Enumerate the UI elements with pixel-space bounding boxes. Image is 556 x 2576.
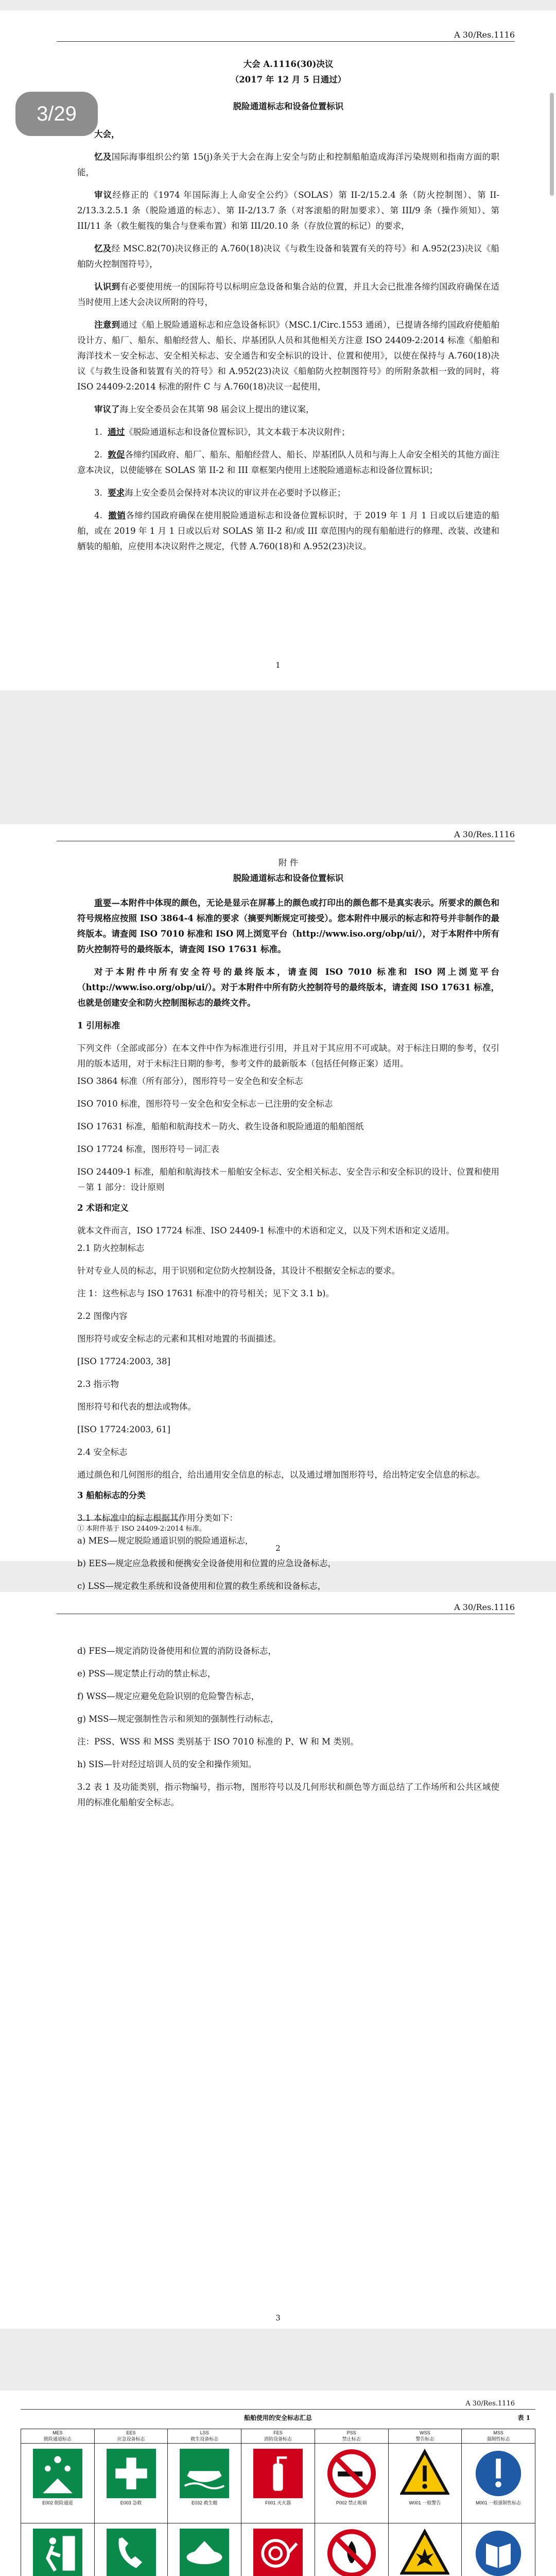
page-header: A 30/Res.1116 [454,1602,515,1612]
term-line: [ISO 17724:2003, 61] [77,1425,170,1434]
column-header: LSS 救生设备标志 [168,2429,241,2444]
sign-cell: P002 禁止吸烟 [315,2444,388,2523]
class-line: b) EES—规定应急救援和便携安全设备使用和位置的应急设备标志， [77,1558,337,1568]
sign-cell: E003 急救 [94,2444,168,2523]
resolution-subtitle: 脱险通道标志和设备位置标识 [233,101,344,111]
sign-cell: F001 灭火器 [241,2444,315,2523]
page-number: 3 [275,2313,281,2323]
operative-paras [77,425,499,554]
class-line: 3.1 本标准中的标志根据其作用分类如下： [77,1513,238,1523]
operative-para: 1. 通过《脱险通道标志和设备位置标识》，其文本载于本决议附件； [94,427,350,437]
footnote: ① 本附件基于 ISO 24409-2:2014 标准。 [77,1525,206,1533]
document-page-2 [0,824,556,1591]
general-warning-icon [400,2449,449,2498]
adoption-date: （2017 年 12 月 5 日通过） [230,75,346,84]
term-line: 图形符号或安全标志的元素和其相对地置的书面描述。 [77,1334,281,1344]
preamble-para: 注意到通过《船上脱险通道标志和应急设备标识》（MSC.1/Circ.1553 通函），已提请各缔约国政府使船舶设计方、船厂、船东、船舶经营人、船长、岸基团队人员和其他相关方注意 ISO 24409-2:2014 标准《船舶和海洋技术－安全标志、安全相关标志、安全通告和安全标识的设计、位置和使用》，以使在保持与 A.760(18)决议《与救生设备和装置有关的符号》和 A.952(23)决议《船舶防火控制图符号》的所附条款相一致的同时，将 ISO 24409-2:2014 标准的附件 C 与 A.760(18)决议一起使用， [77,320,499,392]
table-row [21,2523,535,2576]
sign-cell: E002 脱险通道 [21,2444,95,2523]
fire-extinguisher-icon [253,2449,303,2498]
term-line: 2.3 指示物 [77,1379,119,1389]
term-line: 针对专业人员的标志，用于识别和定位防火控制设备，其设计不根据安全标志的要求。 [77,1266,400,1276]
preamble-para: 认识到有必要使用统一的国际符号以标明应急设备和集合站的位置，并且大会已批准各缔约国政府确保在适当时使用上述大会决议所附的符号， [77,282,499,307]
page-header: A 30/Res.1116 [454,30,515,40]
sign-cell [241,2523,315,2576]
safety-signs-table [21,2429,535,2576]
table-row [21,2444,535,2523]
ref-item: ISO 24409-1 标准，船舶和航海技术－船舶安全标志、安全相关标志、安全告示和安全标识的设计、位置和使用－第 1 部分：设计原则 [77,1167,499,1192]
header-rule [57,41,515,42]
preamble-para: 忆及经 MSC.82(70)决议修正的 A.760(18)决议《与救生设备和装置有关的符号》和 A.952(23)决议《船舶防火控制图符号》， [77,244,499,269]
note-line: 注：PSS、WSS 和 MSS 类别基于 ISO 7010 标准的 P、W 和 M 类别。 [77,1737,359,1747]
sign-cell [94,2523,168,2576]
table-number: 表 1 [517,2414,530,2421]
sign-cell [21,2523,95,2576]
section-1-title: 1 引用标准 [77,1021,120,1030]
annex-label: 附 件 [278,858,299,868]
lifeboat-icon [180,2449,229,2498]
class-line: h) SIS—针对经过培训人员的安全和操作须知。 [77,1759,257,1769]
term-line: 2.1 防火控制标志 [77,1243,145,1253]
sign-cell [315,2523,388,2576]
operative-para: 3. 要求海上安全委员会保持对本决议的审议并在必要时予以修正； [94,488,346,498]
document-page-3 [0,1592,556,2329]
read-manual-icon [474,2529,523,2576]
term-line: 2.4 安全标志 [77,1447,128,1457]
important-note: 重要—本附件中体现的颜色，无论是显示在屏幕上的颜色或打印出的颜色都不是真实表示。所要求的颜色和符号规格应按照 ISO 3864-4 标准的要求（摘要判断规定可接受）。您本附件中展示的标志和符号并非制作的最终版本。请查阅 ISO 7010 标准和 ISO 网上浏览平台（http://www.iso.org/obp/ui/），对于本附件中所有防火控制符号的最终版本，请查阅 ISO 17631 标准。 [77,898,499,954]
sign-cell [462,2523,535,2576]
term-line: 注 1：这些标志与 ISO 17631 标准中的符号相关；见下文 3.1 b)。 [77,1289,335,1298]
section-1-intro: 下列文件（全部或部分）在本文件中作为标准进行引用，并且对于其应用不可或缺。对于标注日期的参考，仅引用的版本适用，对于未标注日期的参考，参考文件的最新版本（包括任何修正案）适用。 [77,1043,499,1069]
class-line: g) MSS—规定强制性告示和须知的强制性行动标志， [77,1714,279,1724]
resolution-title: 大会 A.1116(30)决议 [243,59,334,69]
table-title: 船舶使用的安全标志汇总 [244,2414,312,2421]
column-header: PSS 禁止标志 [315,2429,388,2444]
annex-title: 脱险通道标志和设备位置标识 [233,873,344,883]
class-line: d) FES—规定消防设备使用和位置的消防设备标志， [77,1646,277,1656]
class-line: a) MES—规定脱险通道识别的脱险通道标志， [77,1536,254,1546]
term-line: 通过颜色和几何图形的组合，给出通用安全信息的标志，以及通过增加图形符号，给出特定安全信息的标志。 [77,1470,485,1480]
term-line: 2.2 图像内容 [77,1311,128,1321]
sign-cell: M001 一般强制性标志 [462,2444,535,2523]
term-line: 图形符号和代表的想法或物体。 [77,1402,196,1412]
class-line: f) WSS—规定应避免危险识别的危险警告标志， [77,1691,260,1701]
page1-body [77,57,499,562]
preamble-para: 审议了海上安全委员会在其第 98 届会议上提出的建议案， [94,404,315,414]
term-line: [ISO 17724:2003, 38] [77,1357,170,1366]
ref-item: ISO 17724 标准，图形符号－词汇表 [77,1144,219,1154]
page-header: A 30/Res.1116 [454,829,515,839]
class-line: e) PSS—规定禁止行动的禁止标志， [77,1669,216,1679]
operative-para: 2. 敦促各缔约国政府、船厂、船东、船舶经营人、船长、岸基团队人员和与海上人命安全相关的其他方面注意本决议，以使能够在 SOLAS 第 II-2 和 III 章框架内使用上述脱险通道标志和设备位置标识； [77,450,500,475]
explosive-icon [400,2529,449,2576]
class-line: c) LSS—规定救生系统和设备使用和位置的救生系统和设备标志， [77,1581,326,1591]
first-aid-icon [107,2449,156,2498]
column-header: EES 应急设备标志 [94,2429,168,2444]
preamble-para: 审议经修正的《1974 年国际海上人命安全公约》（SOLAS）第 II-2/15.2.4 条（防火控制图）、第 II-2/13.3.2.5.1 条（脱险通道的标志）、第 II-2/13.7 条（对客滚船的附加要求）、第 III/9 条（操作须知）、第 III/11 条（救生艇筏的集合与登乘布置）和第 III/20.10 条（存放位置的标记）的要求， [77,190,499,231]
sign-cell: W001 一般警告 [388,2444,462,2523]
header-rule [21,2409,535,2410]
sign-cell: E032 救生艇 [168,2444,241,2523]
operative-para: 4. 撤销各缔约国政府确保在使用脱险通道标志和设备位置标识时，于 2019 年 1 月 1 日或以后建造的船舶，或在 2019 年 1 月 1 日或以后对 SOLAS 第 II-2 和/或 III 章范围内的现有船舶进行的修理、改装、改建和舾装的船舶，应使用本决议附件之规定，代替 A.760(18)和 A.952(23)决议。 [77,511,499,551]
column-header: WSS 警告标志 [388,2429,462,2444]
emergency-telephone-icon [107,2529,156,2576]
emergency-exit-right-icon [33,2529,82,2576]
liferaft-icon [180,2529,229,2576]
page-number: 2 [275,1544,281,1553]
scrollbar-thumb[interactable] [550,93,554,196]
column-header: FES 消防设备标志 [241,2429,315,2444]
page-indicator: 3/29 [15,92,98,136]
sign-cell [388,2523,462,2576]
section-2-intro: 就本文件而言，ISO 17724 标准、ISO 24409-1 标准中的术语和定义，以及下列术语和定义适用。 [77,1226,455,1235]
page-header: A 30/Res.1116 [465,2400,515,2408]
preamble-paras [77,149,499,417]
ref-item: ISO 7010 标准，图形符号－安全色和安全标志－已注册的安全标志 [77,1099,333,1109]
ref-item: ISO 3864 标准（所有部分），图形符号－安全色和安全标志 [77,1076,303,1086]
page2-body [77,855,499,1601]
assembly-label: 大会， [94,129,120,139]
page3-body [77,1643,499,1818]
section-2-title: 2 术语和定义 [77,1203,129,1213]
column-header: MES 脱险通道标志 [21,2429,95,2444]
fire-hose-icon [253,2529,303,2576]
important-note-2: 对于本附件中所有安全符号的最终版本，请查阅 ISO 7010 标准和 ISO 网上浏览平台（http://www.iso.org/obp/ui/）。对于本附件中所有防火控制符号的最终版本，请查阅 ISO 17631 标准，也就是创建安全和防火控制图标志的最终文件。 [77,967,499,1008]
column-header: MSS 强制性标志 [462,2429,535,2444]
no-open-flame-icon [327,2529,376,2576]
assembly-station-icon [33,2449,82,2498]
no-smoking-icon [327,2449,376,2498]
mandatory-icon [474,2449,523,2498]
section-3-title: 3 船舶标志的分类 [77,1490,146,1500]
summary-line: 3.2 表 1 及功能类别，指示物编号，指示物，图形符号以及几何形状和颜色等方面总结了工作场所和公共区域使用的标准化船舶安全标志。 [77,1782,499,1807]
ref-item: ISO 17631 标准，船舶和航海技术－防火、救生设备和脱险通道的船舶图纸 [77,1122,364,1131]
page-number: 1 [275,660,281,670]
sign-cell [168,2523,241,2576]
preamble-para: 忆及国际海事组织公约第 15(j)条关于大会在海上安全与防止和控制船舶造成海洋污染规则和指南方面的职能， [77,152,500,177]
